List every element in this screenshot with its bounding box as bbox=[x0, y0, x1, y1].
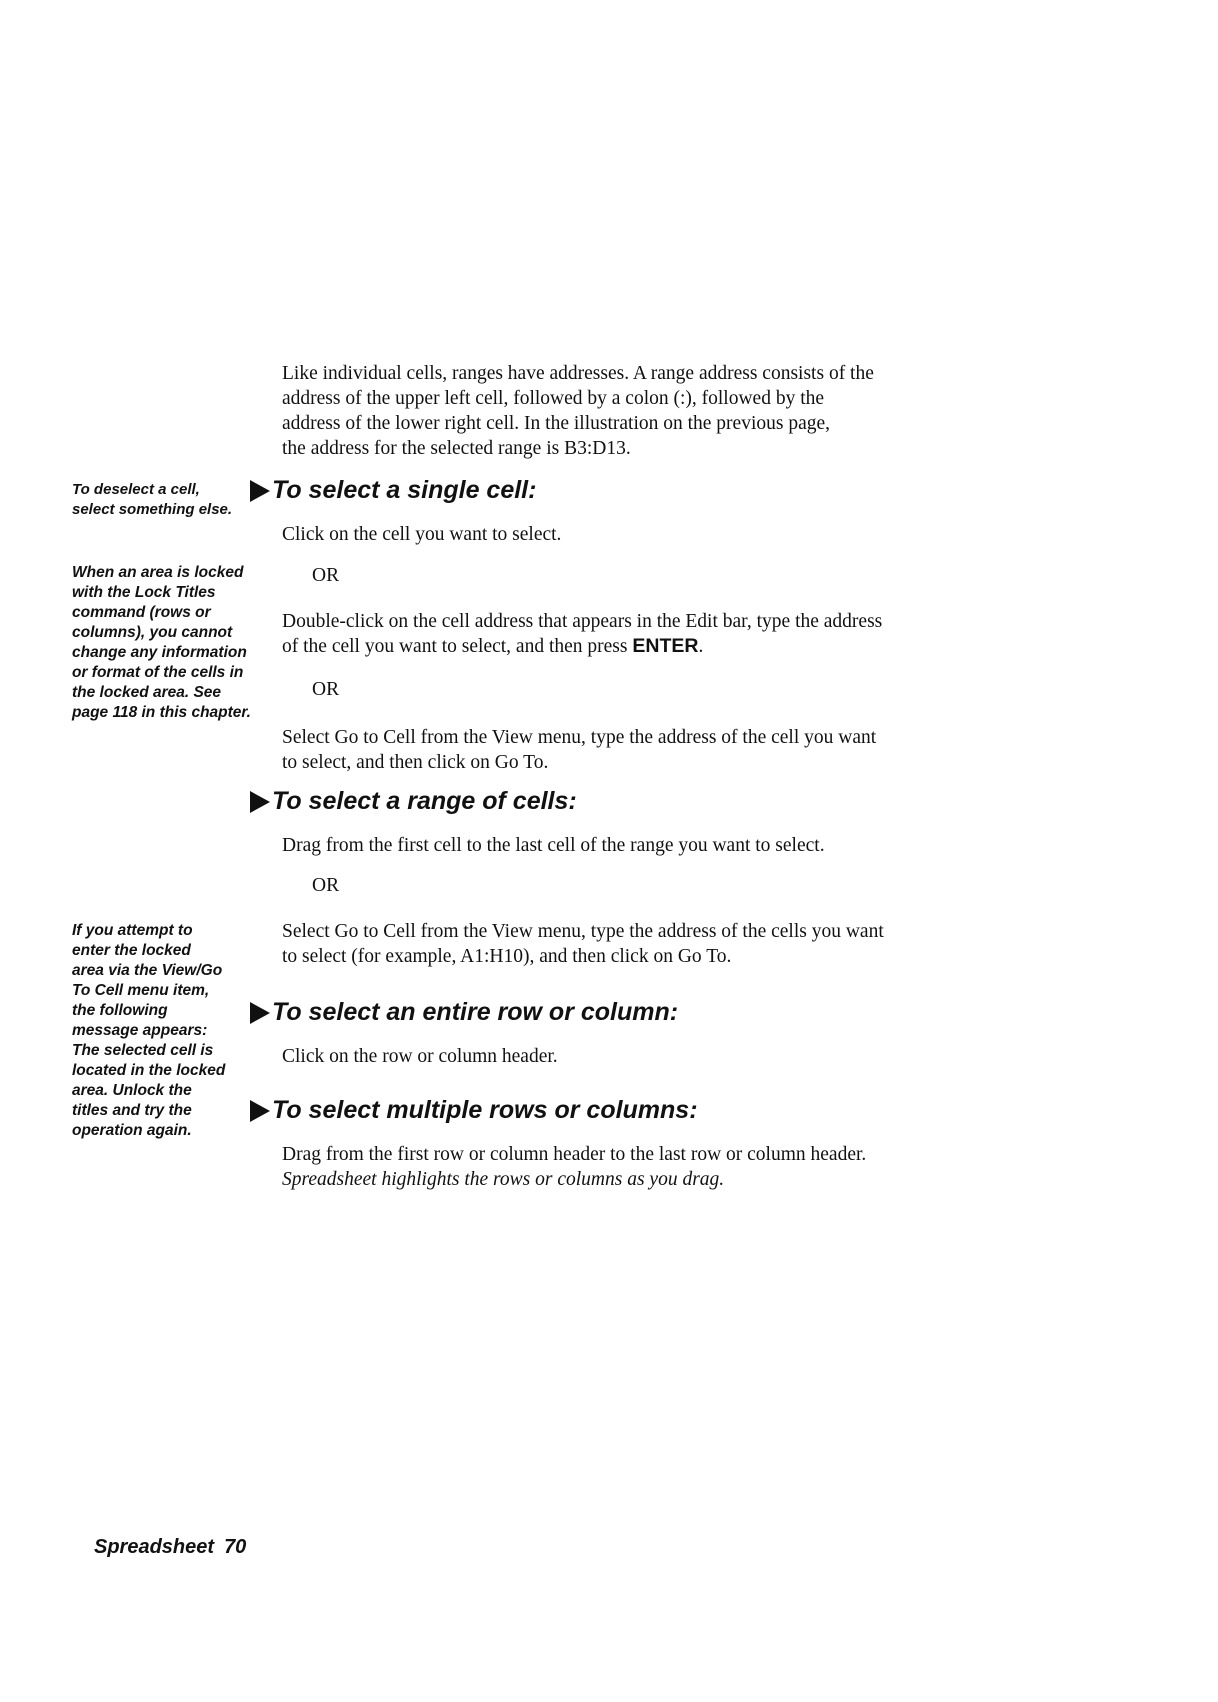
note-line: or format of the cells in bbox=[72, 664, 244, 681]
note-line: titles and try the bbox=[72, 1102, 192, 1119]
note-line: command (rows or bbox=[72, 604, 211, 621]
para-text: of the cell you want to select, and then press bbox=[282, 636, 633, 657]
heading-select-row-column bbox=[250, 998, 678, 1027]
range-step-1: Drag from the first cell to the last cell of the range you want to select. bbox=[282, 835, 825, 856]
page-footer bbox=[94, 1536, 246, 1559]
note-line: area. Unlock the bbox=[72, 1082, 192, 1099]
triangle-bullet-icon bbox=[250, 480, 270, 502]
heading-select-single-cell bbox=[250, 476, 536, 505]
single-step-3 bbox=[282, 725, 982, 775]
note-line: When an area is locked bbox=[72, 564, 244, 581]
range-step-2 bbox=[282, 919, 982, 969]
intro-paragraph bbox=[282, 361, 982, 461]
note-line: area via the View/Go bbox=[72, 962, 223, 979]
note-line: the following bbox=[72, 1002, 168, 1019]
heading-select-range bbox=[250, 787, 577, 816]
heading-text: To select a single cell: bbox=[272, 476, 537, 504]
note-line: the locked area. See bbox=[72, 684, 222, 701]
heading-text: To select multiple rows or columns: bbox=[272, 1096, 698, 1124]
multiple-step bbox=[282, 1142, 982, 1192]
enter-key: ENTER bbox=[632, 635, 699, 657]
note-line: If you attempt to bbox=[72, 922, 193, 939]
para-line: Spreadsheet highlights the rows or columns as you drag. bbox=[282, 1169, 725, 1190]
note-line: enter the locked bbox=[72, 942, 191, 959]
note-line: columns), you cannot bbox=[72, 624, 233, 641]
para-text: . bbox=[698, 636, 704, 657]
margin-note-deselect bbox=[72, 480, 272, 520]
triangle-bullet-icon bbox=[250, 1002, 270, 1024]
para-line: to select, and then click on Go To. bbox=[282, 752, 549, 773]
single-step-2 bbox=[282, 609, 982, 659]
note-line: located in the locked bbox=[72, 1062, 226, 1079]
or-divider: OR bbox=[312, 679, 340, 700]
intro-line: address of the lower right cell. In the illustration on the previous page, bbox=[282, 413, 831, 434]
footer-section: Spreadsheet bbox=[94, 1536, 215, 1558]
note-line: select something else. bbox=[72, 501, 233, 518]
or-divider: OR bbox=[312, 875, 340, 896]
note-line: To deselect a cell, bbox=[72, 481, 200, 498]
intro-line: address of the upper left cell, followed by a colon (:), followed by the bbox=[282, 388, 825, 409]
triangle-bullet-icon bbox=[250, 791, 270, 813]
margin-note-locked bbox=[72, 563, 272, 723]
para-line: Double-click on the cell address that appears in the Edit bar, type the address bbox=[282, 611, 883, 632]
row-step-1: Click on the row or column header. bbox=[282, 1046, 558, 1067]
intro-line: the address for the selected range is B3:D13. bbox=[282, 438, 631, 459]
heading-select-multiple bbox=[250, 1096, 698, 1125]
intro-line: Like individual cells, ranges have addresses. A range address consists of the bbox=[282, 363, 874, 384]
or-divider: OR bbox=[312, 565, 340, 586]
single-step-1: Click on the cell you want to select. bbox=[282, 524, 562, 545]
heading-text: To select an entire row or column: bbox=[272, 998, 679, 1026]
para-line: to select (for example, A1:H10), and then click on Go To. bbox=[282, 946, 732, 967]
note-line: To Cell menu item, bbox=[72, 982, 210, 999]
para-line: Drag from the first row or column header to the last row or column header. bbox=[282, 1144, 867, 1165]
triangle-bullet-icon bbox=[250, 1100, 270, 1122]
note-line: with the Lock Titles bbox=[72, 584, 216, 601]
note-line: change any information bbox=[72, 644, 247, 661]
note-line: operation again. bbox=[72, 1122, 192, 1139]
page-number: 70 bbox=[224, 1536, 247, 1558]
note-line: message appears: bbox=[72, 1022, 208, 1039]
note-line: The selected cell is bbox=[72, 1042, 214, 1059]
margin-note-attempt bbox=[72, 921, 272, 1141]
para-line: Select Go to Cell from the View menu, type the address of the cell you want bbox=[282, 727, 877, 748]
heading-text: To select a range of cells: bbox=[272, 787, 577, 815]
para-line: Select Go to Cell from the View menu, type the address of the cells you want bbox=[282, 921, 884, 942]
para-line bbox=[282, 634, 982, 659]
note-line: page 118 in this chapter. bbox=[72, 704, 251, 721]
